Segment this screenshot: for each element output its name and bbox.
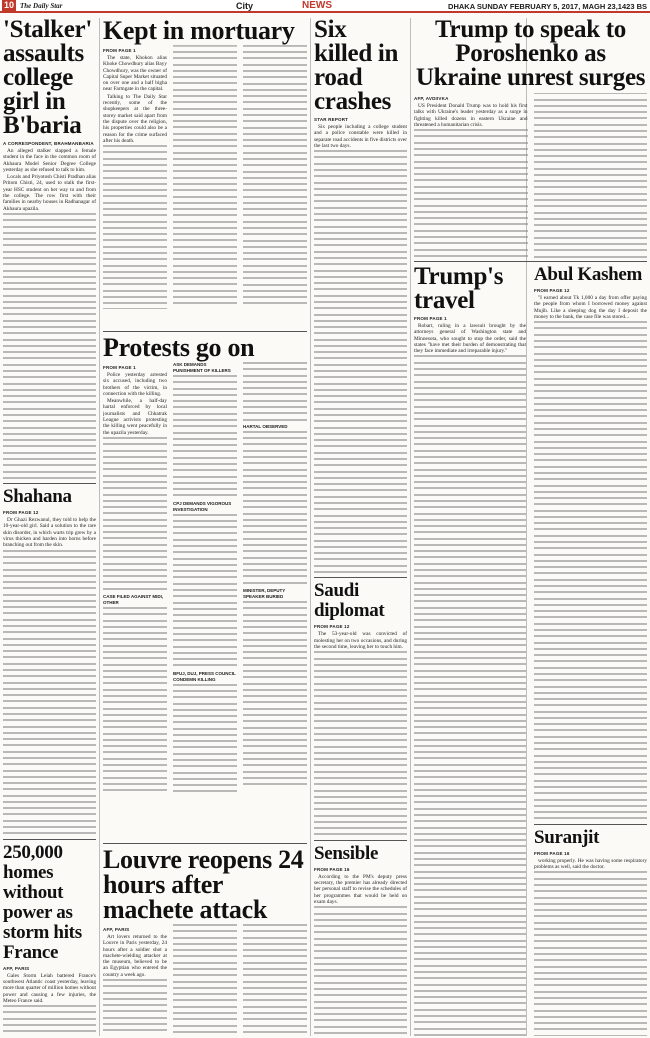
article-body-text [314, 906, 407, 1036]
article-body-text [314, 150, 407, 574]
lead-paragraph: Police yesterday arrested six accused, including two brothers of the victim, in connection with the killing. [103, 372, 167, 397]
column-rule [410, 18, 411, 1036]
column-rule [310, 18, 311, 1036]
page-number: 10 [3, 0, 14, 10]
section-divider [314, 840, 407, 841]
article-saudi-diplomat [314, 581, 407, 836]
headline: Suranjit [534, 826, 600, 848]
section-divider [3, 483, 96, 484]
lead-paragraph: Gales Storm Leiah battered France's southwest Atlantic coast yesterday, leaving more than quarter of million homes without power and causing a few injuries, the Meteo France said. [3, 972, 96, 1004]
column-center [314, 18, 407, 1036]
article-body-text [173, 514, 237, 668]
article-body-text [103, 437, 167, 591]
subheading: HARTAL OBSERVED [243, 423, 288, 429]
article-suranjit [534, 828, 647, 1036]
lead-paragraph: US President Donald Trump was to hold his first talks with Ukraine's leader yesterday as a surge in fighting killed dozens in eastern Ukraine and threatened a humanitarian crisis. [414, 103, 528, 128]
article-body-text [103, 607, 167, 793]
byline: FROM PAGE 12 [314, 624, 350, 630]
lead-paragraph: The state, Khokon alias Khoke Chowdhury alias Bayy Chowdhury, was the owner of Capital Super Market situated on over one and a half bigha near Farmgate in the capital. [103, 55, 167, 93]
byline: AFP, AVDIIVKA [414, 96, 449, 101]
section-label-news: NEWS [302, 0, 332, 11]
byline: FROM PAGE 12 [534, 288, 570, 293]
article-sensible [314, 844, 407, 1036]
section-divider [103, 843, 307, 844]
article-body-text [3, 1005, 96, 1036]
article-abul-kashem [534, 265, 647, 821]
byline: A CORRESPONDENT, BRAHMANBARIA [3, 141, 94, 146]
headline: Trump to speak to Poroshenko as Ukraine unrest surges [415, 18, 646, 91]
article-body-text [534, 871, 647, 1036]
newspaper-brand: The Daily Star [20, 2, 63, 10]
section-divider [103, 331, 307, 332]
headline: Sensible [314, 842, 379, 864]
dateline: DHAKA SUNDAY FEBRUARY 5, 2017, MAGH 23,1423 BS [448, 2, 647, 11]
article-road-crashes [314, 18, 407, 574]
subheading: BFUJ, DUJ, PRESS COUNCIL CONDEMN KILLING [173, 670, 236, 682]
side-column [534, 265, 647, 1036]
byline: FROM PAGE 12 [3, 510, 39, 516]
lead-paragraph: Robart, ruling in a lawsuit brought by the attorneys general of Washington state and Minnesota, who sought to stop the order, said the states "have met their burden of demonstrating that they face immediate and irreparable injury." [414, 323, 526, 355]
section-divider [314, 577, 407, 578]
headline: 250,000 homes without power as storm hits France [3, 841, 82, 963]
subheading: MINISTER, DEPUTY SPEAKER BURIED [243, 587, 286, 599]
headline: Kept in mortuary [103, 18, 295, 45]
lead-paragraph: "I earned about Tk 1,000 a day from offer paying the people from whom I borrowed money against Mujib. Like a sleeping dog the day I deposit the money to the bank, the case file was stored... [534, 295, 647, 320]
article-body-text [243, 431, 307, 585]
lead-paragraph: According to the PM's deputy press secretary, the premier has already directed her personal staff to revise the schedules of her programmes that would be held on exam days. [314, 873, 407, 906]
column-center-left [103, 18, 307, 1036]
article-body-text [534, 321, 647, 821]
headline: Shahana [3, 486, 72, 508]
article-body-text [243, 601, 307, 787]
byline: FROM PAGE 1 [103, 365, 136, 370]
section-label-city: City [236, 1, 254, 11]
lead-paragraph: Art lovers returned to the Louvre in Paris yesterday, 24 hours after a soldier shot a machete-wielding attacker at the museum, believed to be an Egyptian who entered the country a week ago. [103, 934, 167, 978]
headline: Trump's travel [414, 263, 504, 314]
byline: STAR REPORT [314, 117, 349, 122]
lead-paragraph: Dr Ghazi Rezwanul, they told to help the 10-year-old girl. Said a solution to the rare skin disorder, in which warts trip grew by a virus thicken and harden into horns before branching out from the skin. [3, 517, 96, 549]
section-divider [414, 261, 647, 262]
article-protests [103, 335, 307, 840]
page-header [0, 0, 650, 13]
body-paragraph: Talking to The Daily Star recently, some of the shopkeepers at the three-storey market said apart from the dispute over the religion, his properties could also be a reason for the crime surfaced after his death. [103, 93, 167, 144]
article-body-text [314, 651, 407, 837]
section-divider [3, 839, 96, 840]
article-louvre [103, 847, 307, 1036]
lead-paragraph: The 53-year-old was convicted of molesting her on two occasions, and during the second time, leaving her to touch him. [314, 631, 407, 651]
lower-right-stories [414, 265, 647, 1036]
lead-paragraph: Six people including a college student and a police constable were killed in separate road accidents in five districts over the last two days. [314, 124, 407, 149]
column-left [3, 18, 96, 1036]
travel-column [414, 265, 526, 1036]
article-body-text [173, 375, 237, 498]
subheading: CASE FILED AGAINST MIDI, OTHER [103, 594, 164, 605]
lead-paragraph: working properly. He was having some respiratory problems as well, said the doctor. [534, 857, 647, 871]
article-body-text [3, 550, 96, 836]
byline: FROM PAGE 16 [534, 850, 570, 856]
byline: FROM PAGE 1 [414, 316, 447, 321]
column-rule [99, 18, 100, 1036]
article-mortuary [103, 18, 307, 328]
headline: Protests go on [103, 335, 255, 362]
body-paragraph: Meanwhile, a half-day hartal enforced by local journalists and Chhatrak League activists protesting the killing went peacefully in the upazila yesterday. [103, 398, 167, 436]
byline: FROM PAGE 1 [103, 48, 136, 53]
headline: Six killed in road crashes [314, 18, 399, 115]
headline: 'Stalker' assaults college girl in B'baria [3, 18, 92, 139]
subheading: ASK DEMANDS PUNISHMENT OF KILLERS [173, 362, 231, 373]
byline: AFP, PARIS [3, 965, 30, 971]
article-stalker [3, 18, 96, 480]
article-shahana [3, 487, 96, 836]
column-right [414, 18, 647, 1036]
article-trump-poroshenko [414, 18, 647, 258]
byline: AFP, PARIS [103, 927, 130, 932]
headline: Saudi diplomat [314, 580, 385, 622]
lead-paragraph: An alleged stalker slapped a female student in the face in the common room of Akhaura Model Senior Degree College yesterday as she refused to talk to him. [3, 148, 96, 173]
article-body-text [414, 355, 526, 1036]
body-paragraph: Locals and Priyotosh Chisti Pradhan alias Pritom Chisti, 24, used to stalk the first-year HSC student on her way to and from the college. The row first with their families in nearby houses in Radhanagar of Akhaura upazila. [3, 174, 96, 212]
article-body-text [3, 213, 96, 480]
headline: Abul Kashem [534, 264, 643, 285]
article-trumps-travel [414, 265, 526, 1036]
headline: Louvre reopens 24 hours after machete attack [103, 847, 304, 924]
subheading: CPJ DEMANDS VIGOROUS INVESTIGATION [173, 500, 232, 512]
byline: FROM PAGE 16 [314, 866, 350, 872]
article-france-storm [3, 843, 96, 1036]
section-divider [534, 824, 647, 825]
